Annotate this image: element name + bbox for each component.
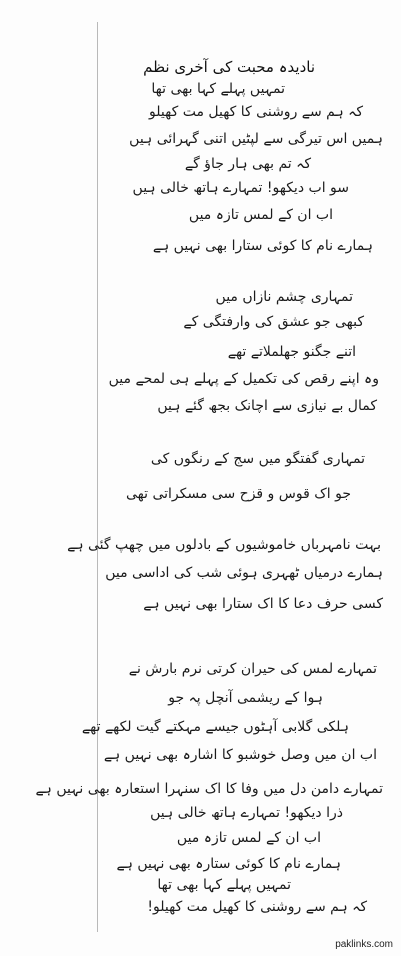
poem-line: کسی حرف دعا کا اک ستارا بھی نہیں ہے — [143, 596, 383, 612]
poem-line: ہمارے نام کا کوئی ستارہ بھی نہیں ہے — [116, 856, 341, 872]
poem-line: اب ان کے لمس تازہ میں — [188, 207, 333, 223]
poem-line: اتنے جگنو جھلملاتے تھے — [227, 344, 356, 360]
site-watermark: paklinks.com — [335, 939, 393, 950]
poem-line: تمہاری گفتگو میں سج کے رنگوں کی — [150, 451, 365, 467]
poem-title: نادیدہ محبت کی آخری نظم — [143, 58, 315, 76]
poem-line: ہمارے نام کا کوئی ستارا بھی نہیں ہے — [152, 238, 373, 254]
poem-line: سو اب دیکھو! تمہارے ہاتھ خالی ہیں — [132, 180, 349, 196]
poem-line: تمہارے لمس کی حیران کرتی نرم بارش نے — [128, 661, 377, 677]
poem-line: اب ان میں وصل خوشبو کا اشارہ بھی نہیں ہے — [103, 747, 377, 763]
poem-line: ہلکی گلابی آہٹوں جیسے مہکتے گیت لکھے تھے — [81, 719, 349, 735]
poem-line: تمہاری چشم نازاں میں — [215, 289, 353, 305]
poem-line: اب ان کے لمس تازہ میں — [176, 830, 321, 846]
poem-line: کمال بے نیازی سے اچانک بجھ گئے ہیں — [157, 398, 377, 414]
poem-line: بہت نامہرباں خاموشیوں کے بادلوں میں چھپ گئی ہے — [67, 537, 381, 553]
poem-line: کہ تم بھی ہار جاؤ گے — [184, 156, 311, 172]
poem-line: وہ اپنے رقص کی تکمیل کے پہلے ہی لمحے میں — [108, 371, 379, 387]
poem-line: تمہیں پہلے کہا بھی تھا — [151, 81, 285, 97]
poem-line: کبھی جو عشق کی وارفتگی کے — [183, 314, 364, 330]
poem-line: تمہیں پہلے کہا بھی تھا — [157, 877, 291, 893]
poem-line: کہ ہم سے روشنی کا کھیل مت کھیلو! — [147, 899, 367, 915]
poem-line: ذرا دیکھو! تمہارے ہاتھ خالی ہیں — [150, 805, 343, 821]
poem-line: ہمیں اس تیرگی سے لپٹیں اتنی گہرائی ہیں — [129, 131, 383, 147]
poem-line: تمہارے دامن دل میں وفا کا اک سنہرا استعارہ بھی نہیں ہے — [35, 781, 383, 797]
poem-line: جو اک قوس و قزح سی مسکراتی تھی — [125, 486, 351, 502]
poem-line: کہ ہم سے روشنی کا کھیل مت کھیلو — [149, 104, 363, 120]
poem-line: ہمارے درمیاں ٹھہری ہوئی شب کی اداسی میں — [105, 565, 383, 581]
poem-line: ہوا کے ریشمی آنچل پہ جو — [168, 690, 323, 706]
